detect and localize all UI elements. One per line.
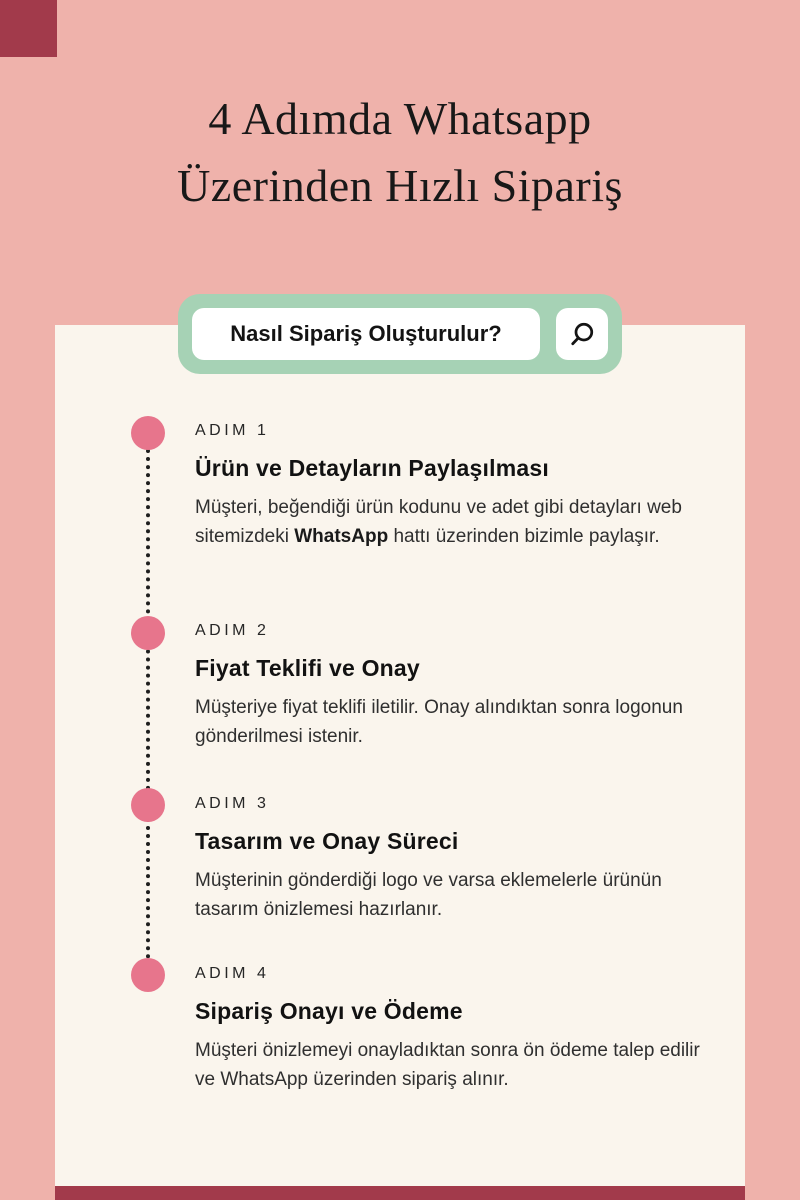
step-body: Müşterinin gönderdiği logo ve varsa eklemelerle ürünün tasarım önizlemesi hazırlanır. [195,870,662,921]
step-body-bold: WhatsApp [294,526,389,548]
timeline-dot-3 [131,788,165,822]
step-body-text: Müşteri, beğendiği ürün kodunu ve adet gibi detayları web sitemizdeki [195,497,682,548]
step-label: ADIM 2 [195,622,270,639]
timeline-dot-4 [131,958,165,992]
step-title: Ürün ve Detayların Paylaşılması [195,455,549,481]
timeline-line [146,433,150,975]
search-bar [178,294,622,374]
footer-accent [55,1186,745,1200]
timeline-dot-2 [131,616,165,650]
step-title: Sipariş Onayı ve Ödeme [195,998,463,1024]
step-body: Müşteriye fiyat teklifi iletilir. Onay alındıktan sonra logonun gönderilmesi istenir. [195,697,683,748]
search-input[interactable] [192,308,540,360]
step-body-text: hattı üzerinden bizimle paylaşır. [388,526,660,548]
step-1 [195,422,710,552]
page-title-line-1: 4 Adımda Whatsapp [208,93,592,144]
step-label: ADIM 4 [195,965,270,982]
page-title [0,86,800,219]
step-title: Fiyat Teklifi ve Onay [195,655,420,681]
step-3 [195,795,710,925]
step-2 [195,622,710,752]
timeline-dot-1 [131,416,165,450]
step-label: ADIM 1 [195,422,270,439]
search-icon [567,319,597,349]
step-body [195,493,710,552]
step-body: Müşteri önizlemeyi onayladıktan sonra ön ödeme talep edilir ve WhatsApp üzerinden sipariş alınır. [195,1040,700,1091]
page-title-line-2: Üzerinden Hızlı Sipariş [177,159,623,211]
step-title: Tasarım ve Onay Süreci [195,828,459,854]
corner-accent [0,0,57,57]
search-button[interactable] [556,308,608,360]
step-label: ADIM 3 [195,795,270,812]
step-4 [195,965,710,1095]
search-label: Nasıl Sipariş Oluşturulur? [230,321,502,346]
